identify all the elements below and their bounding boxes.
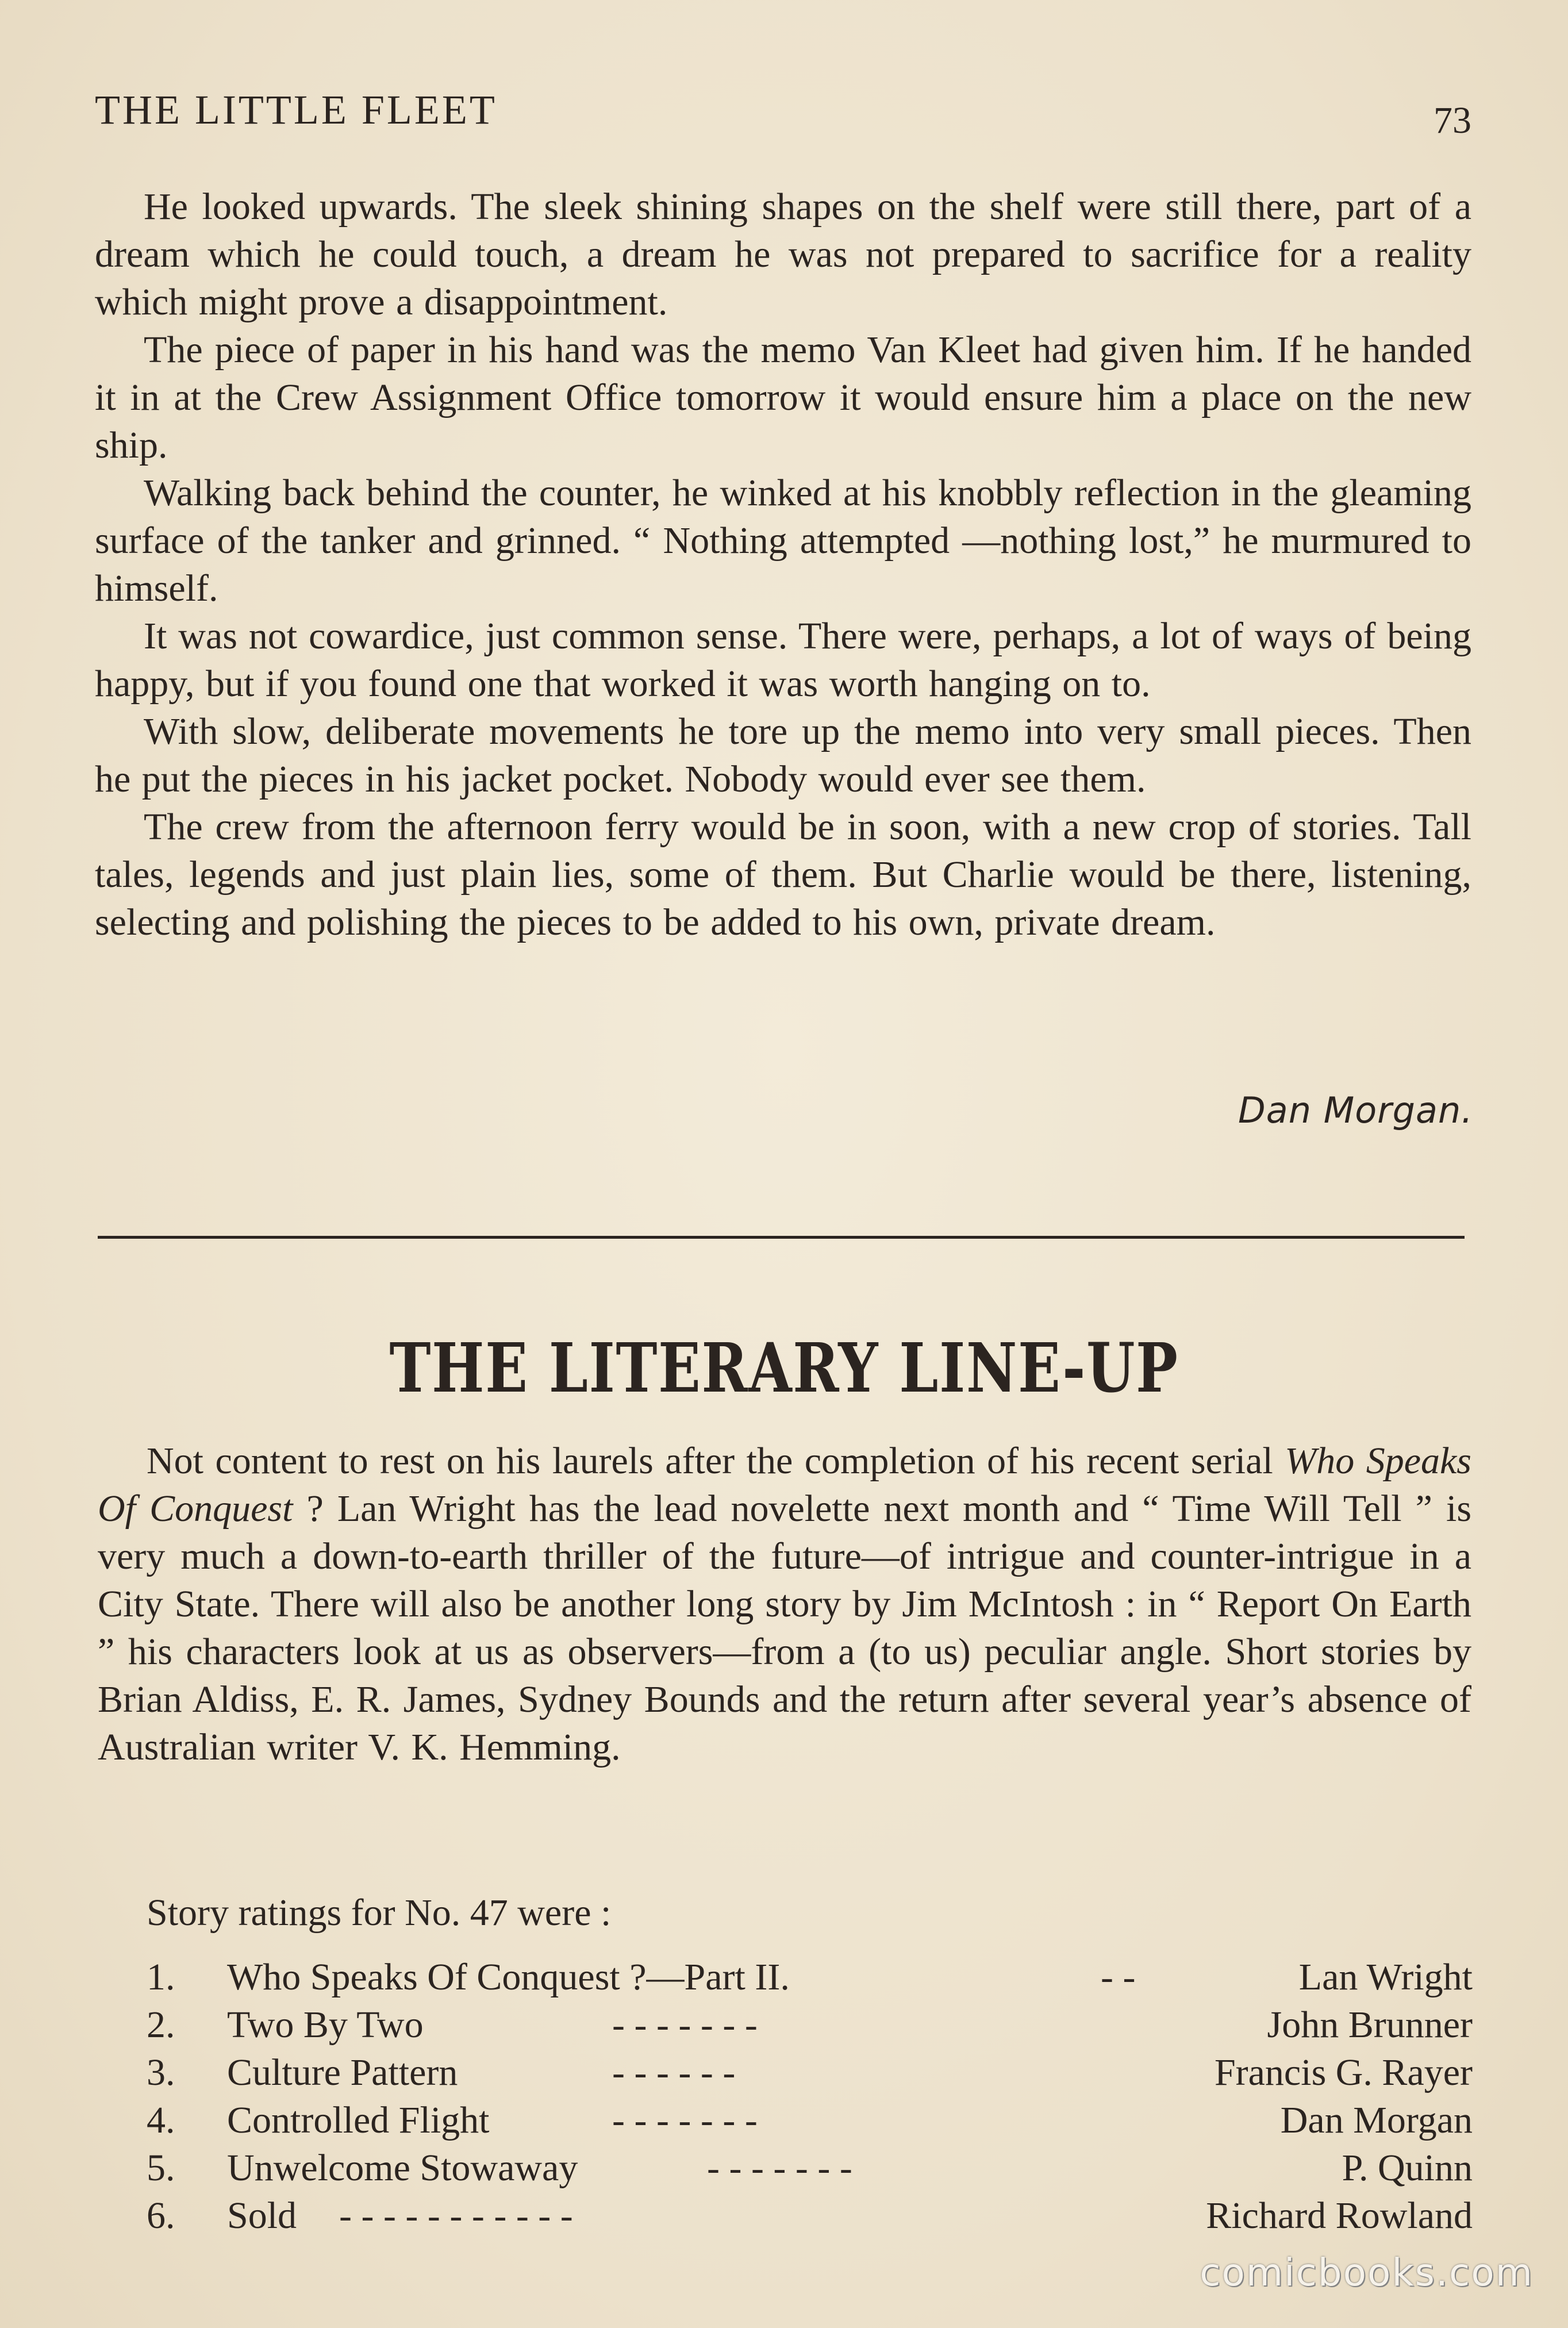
- rating-number: 3.: [147, 2052, 175, 2093]
- rating-leader-dashes: - -: [1101, 1956, 1136, 1998]
- lineup-paragraph: [98, 1437, 1471, 1771]
- ratings-intro: Story ratings for No. 47 were :: [147, 1892, 612, 1934]
- rating-leader-dashes: - - - - - -: [612, 2052, 736, 2093]
- rating-leader-dashes: - - - - - - -: [707, 2147, 852, 2189]
- story-paragraph: He looked upwards. The sleek shining shapes on the shelf were still there, part of a dream which he could touch, a dream he was not prepared to sacrifice for a reality which might prove a disappointment.: [95, 186, 1471, 323]
- ratings-list: [147, 1953, 1473, 2239]
- rating-author: Francis G. Rayer: [1214, 2052, 1473, 2093]
- rating-number: 2.: [147, 2004, 175, 2046]
- serial-title: Who Speaks Of Conquest: [98, 1440, 1471, 1530]
- lineup-text-part: Not content to rest on his laurels after the completion of his recent serial: [147, 1440, 1285, 1482]
- rating-row: [147, 2049, 1473, 2096]
- story-paragraph: The crew from the afternoon ferry would be in soon, with a new crop of stories. Tall tales, legends and just plain lies, some of them. But Charlie would be there, listening, selecting and polishing the pieces to be added to his own, private dream.: [95, 806, 1471, 943]
- rating-title: Who Speaks Of Conquest ?—Part II.: [227, 1956, 790, 1998]
- story-paragraph: With slow, deliberate movements he tore up the memo into very small pieces. Then he put the pieces in his jacket pocket. Nobody would ever see them.: [95, 710, 1471, 800]
- rating-leader-dashes: - - - - - - -: [612, 2004, 758, 2046]
- story-text: [95, 183, 1471, 946]
- rating-title: Controlled Flight: [227, 2099, 490, 2141]
- rating-author: Dan Morgan: [1280, 2099, 1473, 2141]
- rating-row: [147, 2192, 1473, 2239]
- section-title: THE LITERARY LINE-UP: [389, 1328, 1179, 1408]
- rating-title: Culture Pattern: [227, 2052, 458, 2093]
- rating-author: P. Quinn: [1342, 2147, 1473, 2189]
- rating-row: [147, 2144, 1473, 2192]
- story-paragraph: Walking back behind the counter, he winked at his knobbly reflection in the gleaming surface of the tanker and grinned. “ Nothing attempted —nothing lost,” he murmured to himself.: [95, 472, 1471, 609]
- rating-number: 1.: [147, 1956, 175, 1998]
- rating-row: [147, 1953, 1473, 2001]
- rating-title: Sold: [227, 2195, 297, 2237]
- running-title: THE LITTLE FLEET: [95, 87, 497, 133]
- rating-number: 4.: [147, 2099, 175, 2141]
- lineup-text: [98, 1437, 1471, 1771]
- rating-row: [147, 2096, 1473, 2144]
- rating-author: Richard Rowland: [1206, 2195, 1473, 2237]
- rating-title: Unwelcome Stowaway: [227, 2147, 578, 2189]
- rating-title: Two By Two: [227, 2004, 424, 2046]
- story-paragraph: It was not cowardice, just common sense. There were, perhaps, a lot of ways of being happy, but if you found one that worked it was worth hanging on to.: [95, 615, 1471, 705]
- watermark-logo: comicbooks.com: [1200, 2250, 1534, 2295]
- rating-leader-dashes: - - - - - - -: [612, 2099, 758, 2141]
- lineup-text-part: ? Lan Wright has the lead novelette next month and “ Time Will Tell ” is very much a down-to-earth thriller of the future—of intrigue and counter-intrigue in a City State. There will also be another long story by Jim McIntosh : in “ Report On Earth ” his characters look at us as observers—from a (to us) peculiar angle. Short stories by Brian Aldiss, E. R. James, Sydney Bounds and the return after several year’s absence of Australian writer V. K. Hemming.: [98, 1488, 1471, 1768]
- rating-author: Lan Wright: [1298, 1956, 1473, 1998]
- story-paragraph: The piece of paper in his hand was the memo Van Kleet had given him. If he handed it in at the Crew Assignment Office tomorrow it would ensure him a place on the new ship.: [95, 329, 1471, 466]
- page-number: 73: [1434, 99, 1471, 141]
- running-head: [95, 86, 1471, 141]
- rating-row: [147, 2001, 1473, 2049]
- rating-leader-dashes: - - - - - - - - - - -: [339, 2195, 573, 2237]
- rating-author: John Brunner: [1267, 2004, 1473, 2046]
- section-divider: [98, 1236, 1465, 1239]
- story-author-signature: Dan Morgan.: [1238, 1089, 1473, 1131]
- rating-number: 6.: [147, 2195, 175, 2237]
- rating-number: 5.: [147, 2147, 175, 2189]
